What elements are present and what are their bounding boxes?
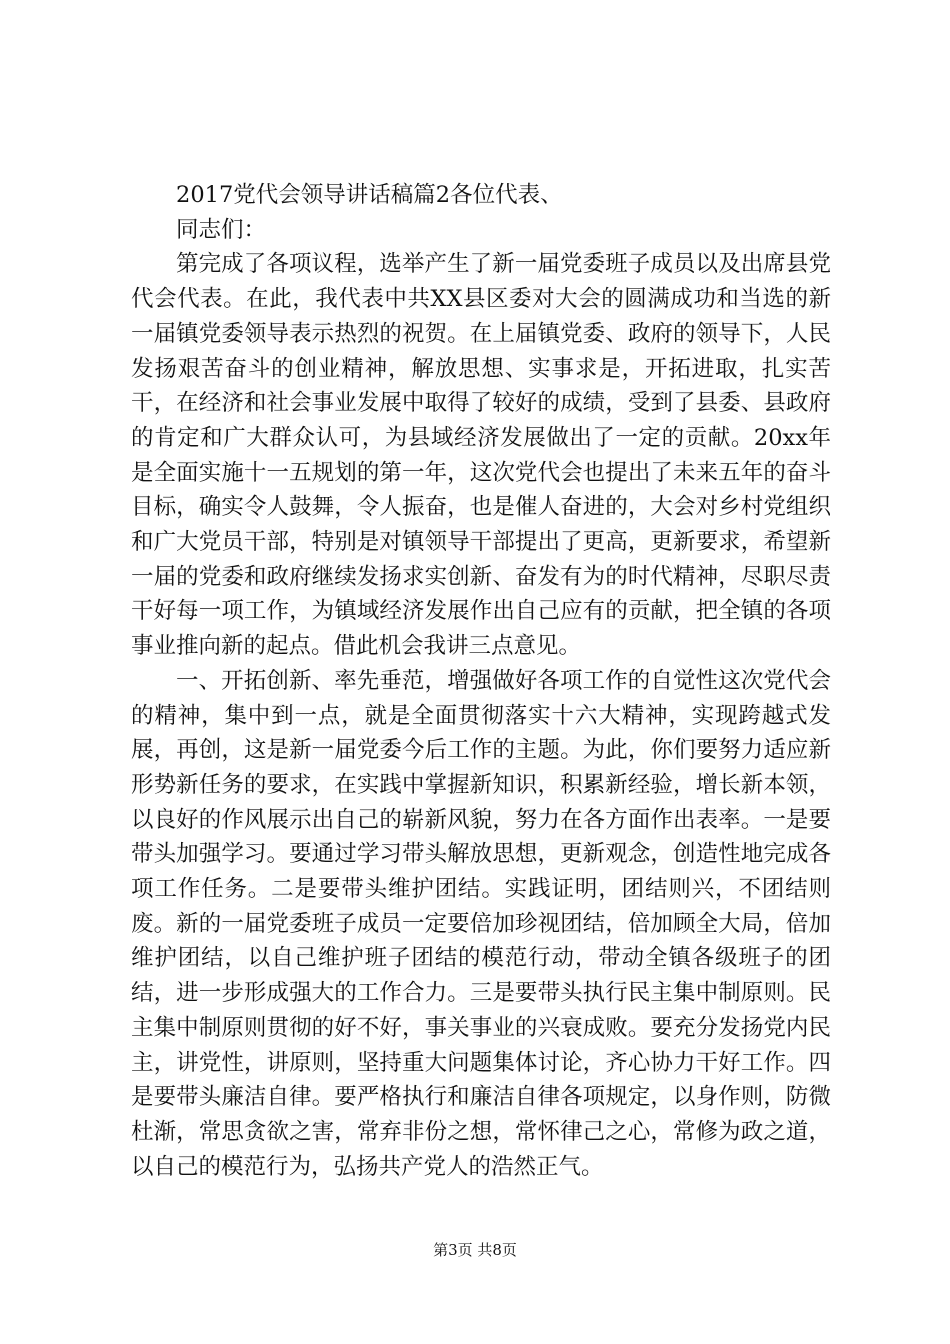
document-body <box>131 178 831 1184</box>
page-number-indicator: 第3页 共8页 <box>433 1241 517 1259</box>
page-footer <box>0 1240 950 1260</box>
body-paragraph-2: 一、开拓创新、率先垂范，增强做好各项工作的自觉性这次党代会的精神，集中到一点，就是全面贯彻落实十六大精神，实现跨越式发展，再创，这是新一届党委今后工作的主题。为此，你们要努力适应新形势新任务的要求，在实践中掌握新知识，积累新经验，增长新本领，以良好的作风展示出自己的崭新风貌，努力在各方面作出表率。一是要带头加强学习。要通过学习带头解放思想，更新观念，创造性地完成各项工作任务。二是要带头维护团结。实践证明，团结则兴，不团结则废。新的一届党委班子成员一定要倍加珍视团结，倍加顾全大局，倍加维护团结，以自己维护班子团结的模范行动，带动全镇各级班子的团结，进一步形成强大的工作合力。三是要带头执行民主集中制原则。民主集中制原则贯彻的好不好，事关事业的兴衰成败。要充分发扬党内民主，讲党性，讲原则，坚持重大问题集体讨论，齐心协力干好工作。四是要带头廉洁自律。要严格执行和廉洁自律各项规定，以身作则，防微杜渐，常思贪欲之害，常弃非份之想，常怀律己之心，常修为政之道，以自己的模范行为，弘扬共产党人的浩然正气。 <box>131 667 831 1180</box>
body-paragraph-1: 第完成了各项议程，选举产生了新一届党委班子成员以及出席县党代会代表。在此，我代表中共XX县区委对大会的圆满成功和当选的新一届镇党委领导表示热烈的祝贺。在上届镇党委、政府的领导下，人民发扬艰苦奋斗的创业精神，解放思想、实事求是，开拓进取，扎实苦干，在经济和社会事业发展中取得了较好的成绩，受到了县委、县政府的肯定和广大群众认可，为县域经济发展做出了一定的贡献。20xx年是全面实施十一五规划的第一年，这次党代会也提出了未来五年的奋斗目标，确实令人鼓舞，令人振奋，也是催人奋进的，大会对乡村党组织和广大党员干部，特别是对镇领导干部提出了更高，更新要求，希望新一届的党委和政府继续发扬求实创新、奋发有为的时代精神，尽职尽责干好每一项工作，为镇域经济发展作出自己应有的贡献，把全镇的各项事业推向新的起点。借此机会我讲三点意见。 <box>131 251 831 660</box>
salutation: 同志们： <box>176 216 267 243</box>
title-line: 2017党代会领导讲话稿篇2各位代表、 <box>176 182 563 208</box>
